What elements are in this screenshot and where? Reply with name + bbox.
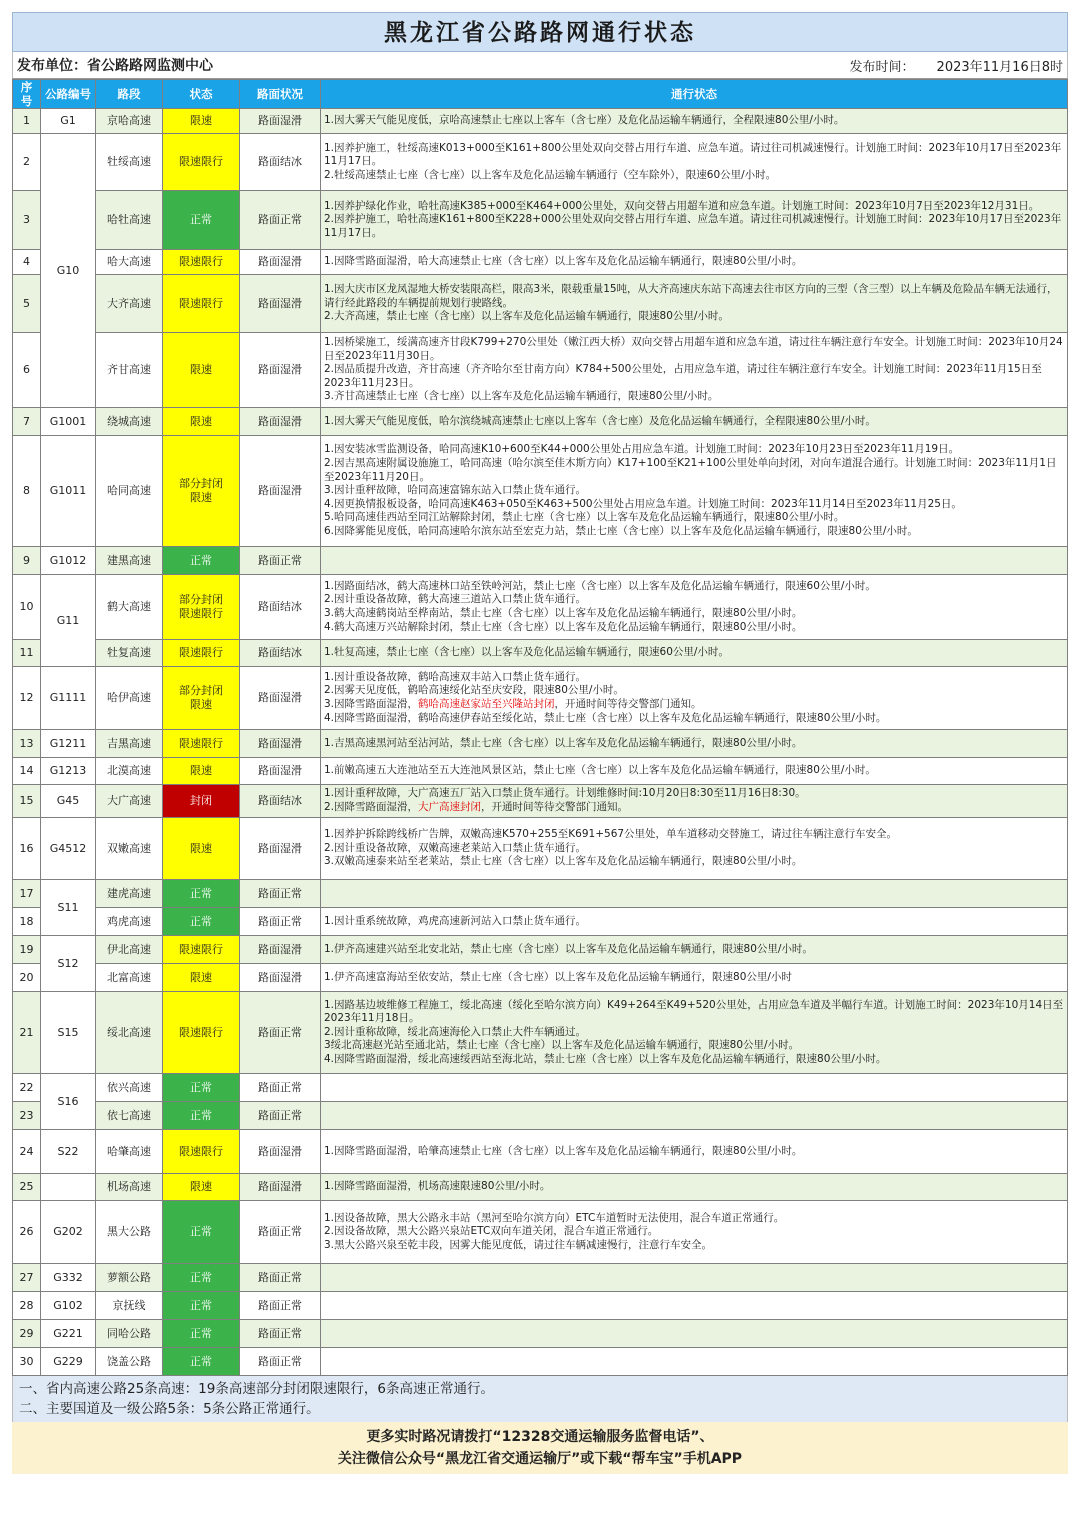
- row-number: 11: [13, 640, 41, 667]
- time-value: 2023年11月16日8时: [936, 59, 1063, 75]
- traffic-details: [321, 880, 1068, 908]
- traffic-details: [321, 191, 1068, 250]
- col-header-road: 路面状况: [240, 80, 321, 109]
- status-cell: 正常: [163, 1292, 240, 1320]
- col-header-details: 通行状态: [321, 80, 1068, 109]
- road-section: 同哈公路: [96, 1320, 163, 1348]
- traffic-details: [321, 1102, 1068, 1130]
- road-section: 大广高速: [96, 785, 163, 818]
- road-section: 建虎高速: [96, 880, 163, 908]
- status-cell: 限速限行: [163, 275, 240, 333]
- row-number: 16: [13, 818, 41, 880]
- traffic-details: [321, 1201, 1068, 1264]
- detail-text: 3.因降雪路面湿滑，: [324, 698, 419, 710]
- status-cell: 限速限行: [163, 134, 240, 191]
- row-number: 18: [13, 908, 41, 936]
- road-section: 萝额公路: [96, 1264, 163, 1292]
- table-row: [13, 1264, 1068, 1292]
- publish-bar: [12, 52, 1068, 79]
- detail-line: 2.因计重设备故障，双嫩高速老莱站入口禁止货车通行。: [324, 841, 587, 854]
- road-section: 京抚线: [96, 1292, 163, 1320]
- table-row: [13, 730, 1068, 758]
- status-table: [12, 79, 1068, 1376]
- traffic-details: [321, 964, 1068, 992]
- road-code: G1011: [41, 436, 96, 547]
- road-code: G221: [41, 1320, 96, 1348]
- table-row: [13, 250, 1068, 275]
- publish-time: [850, 56, 1063, 75]
- road-condition: 路面正常: [240, 1292, 321, 1320]
- detail-highlight: 大广高速封闭: [418, 801, 482, 813]
- road-condition: 路面正常: [240, 1074, 321, 1102]
- traffic-details: [321, 575, 1068, 640]
- table-row: [13, 758, 1068, 785]
- detail-line: 5.哈同高速佳西站至同江站解除封闭，禁止七座（含七座）以上客车及危化品运输车辆通行，限速80公里/小时。: [324, 511, 845, 524]
- road-condition: 路面正常: [240, 880, 321, 908]
- road-code: G4512: [41, 818, 96, 880]
- row-number: 3: [13, 191, 41, 250]
- road-condition: 路面湿滑: [240, 818, 321, 880]
- table-row: [13, 640, 1068, 667]
- status-cell: 限速限行: [163, 730, 240, 758]
- table-row: [13, 275, 1068, 333]
- detail-line: 1.因养护施工，牡绥高速K013+000至K161+800公里处双向交替占用行车道、应急车道。请过往司机减速慢行。计划施工时间：2023年10月17日至2023年11月17日。: [324, 141, 1062, 168]
- table-row: [13, 667, 1068, 730]
- traffic-details: [321, 134, 1068, 191]
- traffic-details: [321, 992, 1068, 1074]
- detail-highlight: 鹤哈高速赵家站至兴隆站封闭: [418, 698, 555, 710]
- road-section: 绕城高速: [96, 408, 163, 436]
- detail-line: 2.牡绥高速禁止七座（含七座）以上客车及危化品运输车辆通行（空车除外），限速60公里/小时。: [324, 168, 777, 181]
- road-condition: 路面湿滑: [240, 408, 321, 436]
- publisher: 发布单位：省公路路网监测中心: [17, 58, 213, 74]
- traffic-details: [321, 667, 1068, 730]
- detail-line: 1.因大雾天气能见度低，京哈高速禁止七座以上客车（含七座）及危化品运输车辆通行，全程限速80公里/小时。: [324, 114, 845, 127]
- row-number: 22: [13, 1074, 41, 1102]
- detail-line: 1.因路面结冰，鹤大高速林口站至铁岭河站，禁止七座（含七座）以上客车及危化品运输车辆通行，限速60公里/小时。: [324, 579, 876, 592]
- table-row: [13, 575, 1068, 640]
- road-section: 绥北高速: [96, 992, 163, 1074]
- status-cell: 限速: [163, 818, 240, 880]
- bulletin: [12, 12, 1068, 1474]
- row-number: 29: [13, 1320, 41, 1348]
- status-cell: 封闭: [163, 785, 240, 818]
- traffic-details: [321, 547, 1068, 575]
- row-number: 1: [13, 109, 41, 134]
- road-section: 哈肇高速: [96, 1130, 163, 1174]
- status-cell: 正常: [163, 1264, 240, 1292]
- status-cell: 限速: [163, 109, 240, 134]
- col-header-no: 序号: [13, 80, 41, 109]
- detail-text: ，开通时间等待交警部门通知。: [554, 698, 702, 710]
- road-condition: 路面结冰: [240, 785, 321, 818]
- row-number: 19: [13, 936, 41, 964]
- road-condition: 路面湿滑: [240, 436, 321, 547]
- table-row: [13, 1130, 1068, 1174]
- detail-line: 1.因计重秤故障，大广高速五厂站入口禁止货车通行。计划维修时间:10月20日8:30至11月16日8:30。: [324, 787, 806, 800]
- detail-line: 4.因降雪路面湿滑，绥北高速绥西站至海北站，禁止七座（含七座）以上客车及危化品运输车辆通行，限速80公里/小时。: [324, 1052, 887, 1065]
- detail-line: 1.因路基边坡维修工程施工，绥北高速（绥化至哈尔滨方向）K49+264至K49+520公里处，占用应急车道及半幅行车道。计划施工时间：2023年10月14日至2023年11月18日。: [324, 998, 1064, 1025]
- status-cell: 部分封闭 限速: [163, 436, 240, 547]
- road-code: G102: [41, 1292, 96, 1320]
- road-code: G1001: [41, 408, 96, 436]
- detail-line: 2.因计重设备故障，鹤大高速三道站入口禁止货车通行。: [324, 593, 587, 606]
- table-row: [13, 880, 1068, 908]
- road-code: G332: [41, 1264, 96, 1292]
- detail-line: 6.因降雾能见度低，哈同高速哈尔滨东站至宏克力站，禁止七座（含七座）以上客车及危化品运输车辆通行，限速80公里/小时。: [324, 524, 918, 537]
- table-row: [13, 1201, 1068, 1264]
- road-condition: 路面湿滑: [240, 936, 321, 964]
- table-row: [13, 436, 1068, 547]
- road-condition: 路面湿滑: [240, 275, 321, 333]
- detail-line: 3.鹤大高速鹤岗站至桦南站，禁止七座（含七座）以上客车及危化品运输车辆通行，限速80公里/小时。: [324, 607, 803, 619]
- road-section: 建黑高速: [96, 547, 163, 575]
- detail-line: 1.因养护拆除跨线桥广告牌，双嫩高速K570+255至K691+567公里处，单车道移动交替施工，请过往车辆注意行车安全。: [324, 828, 898, 841]
- detail-line: 2.因品质提升改造，齐甘高速（齐齐哈尔至甘南方向）K784+500公里处，占用应急车道，请过往车辆注意行车安全。计划施工时间：2023年11月15日至2023年11月23日。: [324, 363, 1042, 389]
- detail-line: 1.牡复高速，禁止七座（含七座）以上客车及危化品运输车辆通行，限速60公里/小时。: [324, 646, 729, 659]
- detail-line: 1.因大雾天气能见度低，哈尔滨绕城高速禁止七座以上客车（含七座）及危化品运输车辆通行，全程限速80公里/小时。: [324, 414, 876, 427]
- status-cell: 正常: [163, 880, 240, 908]
- road-section: 哈大高速: [96, 250, 163, 275]
- detail-line: 3.因计重秤故障，哈同高速富锦东站入口禁止货车通行。: [324, 484, 587, 497]
- road-section: 黑大公路: [96, 1201, 163, 1264]
- road-condition: 路面湿滑: [240, 333, 321, 408]
- road-section: 牡复高速: [96, 640, 163, 667]
- road-section: 大齐高速: [96, 275, 163, 333]
- road-code: S22: [41, 1130, 96, 1174]
- road-code: G10: [41, 134, 96, 408]
- status-cell: 正常: [163, 191, 240, 250]
- table-row: [13, 1102, 1068, 1130]
- row-number: 14: [13, 758, 41, 785]
- detail-line: 4.因更换情报板设备，哈同高速K463+050至K463+500公里处占用应急车道。计划施工时间：2023年11月14日至2023年11月25日。: [324, 497, 962, 510]
- road-code: G45: [41, 785, 96, 818]
- detail-line: 2.因雾天见度低，鹤哈高速绥化站至庆安段，限速80公里/小时。: [324, 684, 624, 697]
- row-number: 24: [13, 1130, 41, 1174]
- table-row: [13, 818, 1068, 880]
- detail-line: 1.因降雪路面湿滑，哈肇高速禁止七座（含七座）以上客车及危化品运输车辆通行，限速80公里/小时。: [324, 1144, 803, 1157]
- road-condition: 路面湿滑: [240, 964, 321, 992]
- traffic-details: [321, 275, 1068, 333]
- table-row: [13, 408, 1068, 436]
- table-row: [13, 109, 1068, 134]
- road-section: 牡绥高速: [96, 134, 163, 191]
- road-condition: 路面正常: [240, 1201, 321, 1264]
- detail-text: 2.因降雪路面湿滑，: [324, 801, 419, 813]
- road-section: 伊北高速: [96, 936, 163, 964]
- row-number: 10: [13, 575, 41, 640]
- status-cell: 限速限行: [163, 936, 240, 964]
- traffic-details: [321, 730, 1068, 758]
- road-code: G1211: [41, 730, 96, 758]
- road-section: 鹤大高速: [96, 575, 163, 640]
- detail-line: 1.因安装冰雪监测设备，哈同高速K10+600至K44+000公里处占用应急车道。计划施工时间：2023年10月23日至2023年11月19日。: [324, 443, 960, 456]
- road-section: 依兴高速: [96, 1074, 163, 1102]
- detail-line: 1.伊齐高速建兴站至北安北站，禁止七座（含七座）以上客车及危化品运输车辆通行，限速80公里/小时。: [324, 942, 813, 955]
- road-condition: 路面湿滑: [240, 667, 321, 730]
- detail-line: 1.因养护绿化作业，哈牡高速K385+000至K464+000公里处，双向交替占用超车道和应急车道。计划施工时间：2023年10月7日至2023年12月31日。: [324, 199, 1040, 212]
- row-number: 12: [13, 667, 41, 730]
- road-code: G1213: [41, 758, 96, 785]
- traffic-details: [321, 1320, 1068, 1348]
- road-code: [41, 1174, 96, 1201]
- detail-line: 1.因计重系统故障，鸡虎高速新河站入口禁止货车通行。: [324, 914, 587, 927]
- road-condition: 路面结冰: [240, 640, 321, 667]
- traffic-details: [321, 1074, 1068, 1102]
- table-row: [13, 134, 1068, 191]
- detail-line: 2.因计重称故障，绥北高速海伦入口禁止大件车辆通过。: [324, 1025, 587, 1038]
- footer-notice: [12, 1422, 1068, 1474]
- row-number: 20: [13, 964, 41, 992]
- status-cell: 限速: [163, 964, 240, 992]
- traffic-details: [321, 936, 1068, 964]
- detail-line: 1.因桥梁施工，绥满高速齐甘段K799+270公里处（嫩江西大桥）双向交替占用超车道和应急车道，请过往车辆注意行车安全。计划施工时间：2023年10月24日至2023年11月30日。: [324, 336, 1063, 362]
- status-cell: 限速: [163, 333, 240, 408]
- road-code: G11: [41, 575, 96, 667]
- road-condition: 路面正常: [240, 1348, 321, 1376]
- road-section: 京哈高速: [96, 109, 163, 134]
- road-condition: 路面湿滑: [240, 730, 321, 758]
- detail-line: 1.因计重设备故障，鹤哈高速双丰站入口禁止货车通行。: [324, 670, 587, 683]
- status-cell: 正常: [163, 547, 240, 575]
- table-row: [13, 785, 1068, 818]
- time-label: 发布时间：: [849, 59, 915, 75]
- road-condition: 路面正常: [240, 191, 321, 250]
- road-condition: 路面湿滑: [240, 109, 321, 134]
- col-header-section: 路段: [96, 80, 163, 109]
- detail-text: ，开通时间等待交警部门通知。: [481, 801, 629, 813]
- table-row: [13, 964, 1068, 992]
- road-section: 吉黑高速: [96, 730, 163, 758]
- row-number: 4: [13, 250, 41, 275]
- road-condition: 路面正常: [240, 1320, 321, 1348]
- detail-line: [324, 801, 1064, 815]
- traffic-details: [321, 436, 1068, 547]
- road-section: 哈牡高速: [96, 191, 163, 250]
- detail-line: 3.齐甘高速禁止七座（含七座）以上客车及危化品运输车辆通行，限速80公里/小时。: [324, 390, 719, 403]
- traffic-details: [321, 1264, 1068, 1292]
- road-condition: 路面湿滑: [240, 250, 321, 275]
- detail-line: 4.鹤大高速万兴站解除封闭，禁止七座（含七座）以上客车及危化品运输车辆通行，限速80公里/小时。: [324, 620, 803, 633]
- row-number: 30: [13, 1348, 41, 1376]
- road-section: 鸡虎高速: [96, 908, 163, 936]
- detail-line: 2.因养护施工，哈牡高速K161+800至K228+000公里处双向交替占用行车道、应急车道。请过往司机减速慢行。计划施工时间：2023年10月17日至2023年11月17日。: [324, 213, 1062, 239]
- detail-line: 1.伊齐高速富海站至依安站，禁止七座（含七座）以上客车及危化品运输车辆通行，限速80公里/小时: [324, 970, 792, 983]
- detail-line: 1.因大庆市区龙凤湿地大桥安装限高栏，限高3米，限载重量15吨，从大齐高速庆东站下高速去往市区方向的三型（含三型）以上车辆及危险品车辆无法通行，请行经此路段的车辆提前规划行驶路线。: [324, 283, 1058, 309]
- detail-line: 1.因降雪路面湿滑，哈大高速禁止七座（含七座）以上客车及危化品运输车辆通行，限速80公里/小时。: [324, 255, 803, 268]
- traffic-details: [321, 1348, 1068, 1376]
- road-condition: 路面正常: [240, 908, 321, 936]
- traffic-details: [321, 1292, 1068, 1320]
- table-row: [13, 908, 1068, 936]
- row-number: 2: [13, 134, 41, 191]
- table-row: [13, 1320, 1068, 1348]
- detail-line: 2.因吉黑高速附属设施施工，哈同高速（哈尔滨至佳木斯方向）K17+100至K21+100公里处单向封闭，对向车道混合通行。计划施工时间：2023年11月1日至2023年11月20日。: [324, 457, 1057, 483]
- detail-line: 3绥北高速赵光站至通北站，禁止七座（含七座）以上客车及危化品运输车辆通行，限速80公里/小时。: [324, 1039, 800, 1052]
- road-code: S16: [41, 1074, 96, 1130]
- row-number: 26: [13, 1201, 41, 1264]
- row-number: 21: [13, 992, 41, 1074]
- row-number: 9: [13, 547, 41, 575]
- status-cell: 限速限行: [163, 1130, 240, 1174]
- status-cell: 正常: [163, 1074, 240, 1102]
- row-number: 25: [13, 1174, 41, 1201]
- detail-line: 1.吉黑高速黑河站至沾河站，禁止七座（含七座）以上客车及危化品运输车辆通行，限速80公里/小时。: [324, 736, 803, 749]
- road-condition: 路面湿滑: [240, 758, 321, 785]
- table-header: [13, 80, 1068, 109]
- road-section: 北漠高速: [96, 758, 163, 785]
- status-cell: 正常: [163, 908, 240, 936]
- road-code: G202: [41, 1201, 96, 1264]
- detail-line: 1.因降雪路面湿滑，机场高速限速80公里/小时。: [324, 1180, 551, 1193]
- summary: [12, 1376, 1068, 1422]
- road-code: G229: [41, 1348, 96, 1376]
- road-section: 哈同高速: [96, 436, 163, 547]
- road-section: 哈伊高速: [96, 667, 163, 730]
- summary-line-1: 一、省内高速公路25条高速：19条高速部分封闭限速限行，6条高速正常通行。: [19, 1381, 494, 1397]
- table-body: [13, 109, 1068, 1376]
- table-row: [13, 547, 1068, 575]
- road-code: G1012: [41, 547, 96, 575]
- road-section: 北富高速: [96, 964, 163, 992]
- status-cell: 限速限行: [163, 992, 240, 1074]
- traffic-details: [321, 408, 1068, 436]
- table-row: [13, 1074, 1068, 1102]
- row-number: 27: [13, 1264, 41, 1292]
- summary-line-2: 二、主要国道及一级公路5条：5条公路正常通行。: [19, 1401, 320, 1417]
- status-cell: 限速: [163, 1174, 240, 1201]
- status-cell: 限速限行: [163, 250, 240, 275]
- road-code: G1: [41, 109, 96, 134]
- row-number: 7: [13, 408, 41, 436]
- row-number: 28: [13, 1292, 41, 1320]
- traffic-details: [321, 785, 1068, 818]
- detail-line: 4.因降雪路面湿滑，鹤哈高速伊春站至绥化站，禁止七座（含七座）以上客车及危化品运输车辆通行，限速80公里/小时。: [324, 711, 887, 724]
- road-condition: 路面正常: [240, 1264, 321, 1292]
- status-cell: 部分封闭 限速: [163, 667, 240, 730]
- road-condition: 路面结冰: [240, 575, 321, 640]
- traffic-details: [321, 758, 1068, 785]
- traffic-details: [321, 109, 1068, 134]
- table-row: [13, 1174, 1068, 1201]
- traffic-details: [321, 640, 1068, 667]
- row-number: 5: [13, 275, 41, 333]
- table-row: [13, 1292, 1068, 1320]
- traffic-details: [321, 818, 1068, 880]
- road-section: 齐甘高速: [96, 333, 163, 408]
- road-code: S12: [41, 936, 96, 992]
- col-header-status: 状态: [163, 80, 240, 109]
- traffic-details: [321, 333, 1068, 408]
- traffic-details: [321, 1130, 1068, 1174]
- status-cell: 限速限行: [163, 640, 240, 667]
- row-number: 23: [13, 1102, 41, 1130]
- road-section: 机场高速: [96, 1174, 163, 1201]
- table-row: [13, 936, 1068, 964]
- status-cell: 正常: [163, 1102, 240, 1130]
- table-row: [13, 992, 1068, 1074]
- detail-line: 1.因设备故障，黑大公路永丰站（黑河至哈尔滨方向）ETC车道暂时无法使用，混合车道正常通行。: [324, 1211, 785, 1224]
- road-condition: 路面正常: [240, 1102, 321, 1130]
- detail-line: 2.大齐高速，禁止七座（含七座）以上客车及危化品运输车辆通行，限速80公里/小时。: [324, 310, 729, 323]
- row-number: 15: [13, 785, 41, 818]
- road-code: G1111: [41, 667, 96, 730]
- traffic-details: [321, 250, 1068, 275]
- status-cell: 正常: [163, 1201, 240, 1264]
- footer-line-1: 更多实时路况请拨打“12328交通运输服务监督电话”、: [366, 1429, 714, 1445]
- detail-line: 3.黑大公路兴泉至乾丰段，因雾大能见度低，请过往车辆减速慢行，注意行车安全。: [324, 1238, 713, 1251]
- table-row: [13, 333, 1068, 408]
- status-cell: 限速: [163, 758, 240, 785]
- row-number: 8: [13, 436, 41, 547]
- road-condition: 路面正常: [240, 547, 321, 575]
- row-number: 6: [13, 333, 41, 408]
- detail-line: 2.因设备故障，黑大公路兴泉站ETC双向车道关闭，混合车道正常通行。: [324, 1225, 659, 1238]
- road-section: 饶盖公路: [96, 1348, 163, 1376]
- road-section: 依七高速: [96, 1102, 163, 1130]
- road-condition: 路面结冰: [240, 134, 321, 191]
- detail-line: 3.双嫩高速泰来站至老莱站，禁止七座（含七座）以上客车及危化品运输车辆通行，限速80公里/小时。: [324, 855, 803, 868]
- status-cell: 限速: [163, 408, 240, 436]
- road-condition: 路面湿滑: [240, 1174, 321, 1201]
- status-cell: 部分封闭 限速限行: [163, 575, 240, 640]
- detail-line: 1.前嫩高速五大连池站至五大连池风景区站，禁止七座（含七座）以上客车及危化品运输车辆通行，限速80公里/小时。: [324, 764, 876, 777]
- table-row: [13, 191, 1068, 250]
- traffic-details: [321, 908, 1068, 936]
- row-number: 17: [13, 880, 41, 908]
- col-header-code: 公路编号: [41, 80, 96, 109]
- road-code: S15: [41, 992, 96, 1074]
- road-section: 双嫩高速: [96, 818, 163, 880]
- traffic-details: [321, 1174, 1068, 1201]
- row-number: 13: [13, 730, 41, 758]
- table-row: [13, 1348, 1068, 1376]
- detail-line: [324, 698, 1064, 712]
- status-cell: 正常: [163, 1320, 240, 1348]
- road-code: S11: [41, 880, 96, 936]
- road-condition: 路面湿滑: [240, 1130, 321, 1174]
- page-title: 黑龙江省公路路网通行状态: [12, 12, 1068, 52]
- status-cell: 正常: [163, 1348, 240, 1376]
- footer-line-2: 关注微信公众号“黑龙江省交通运输厅”或下载“帮车宝”手机APP: [337, 1451, 743, 1467]
- road-condition: 路面正常: [240, 992, 321, 1074]
